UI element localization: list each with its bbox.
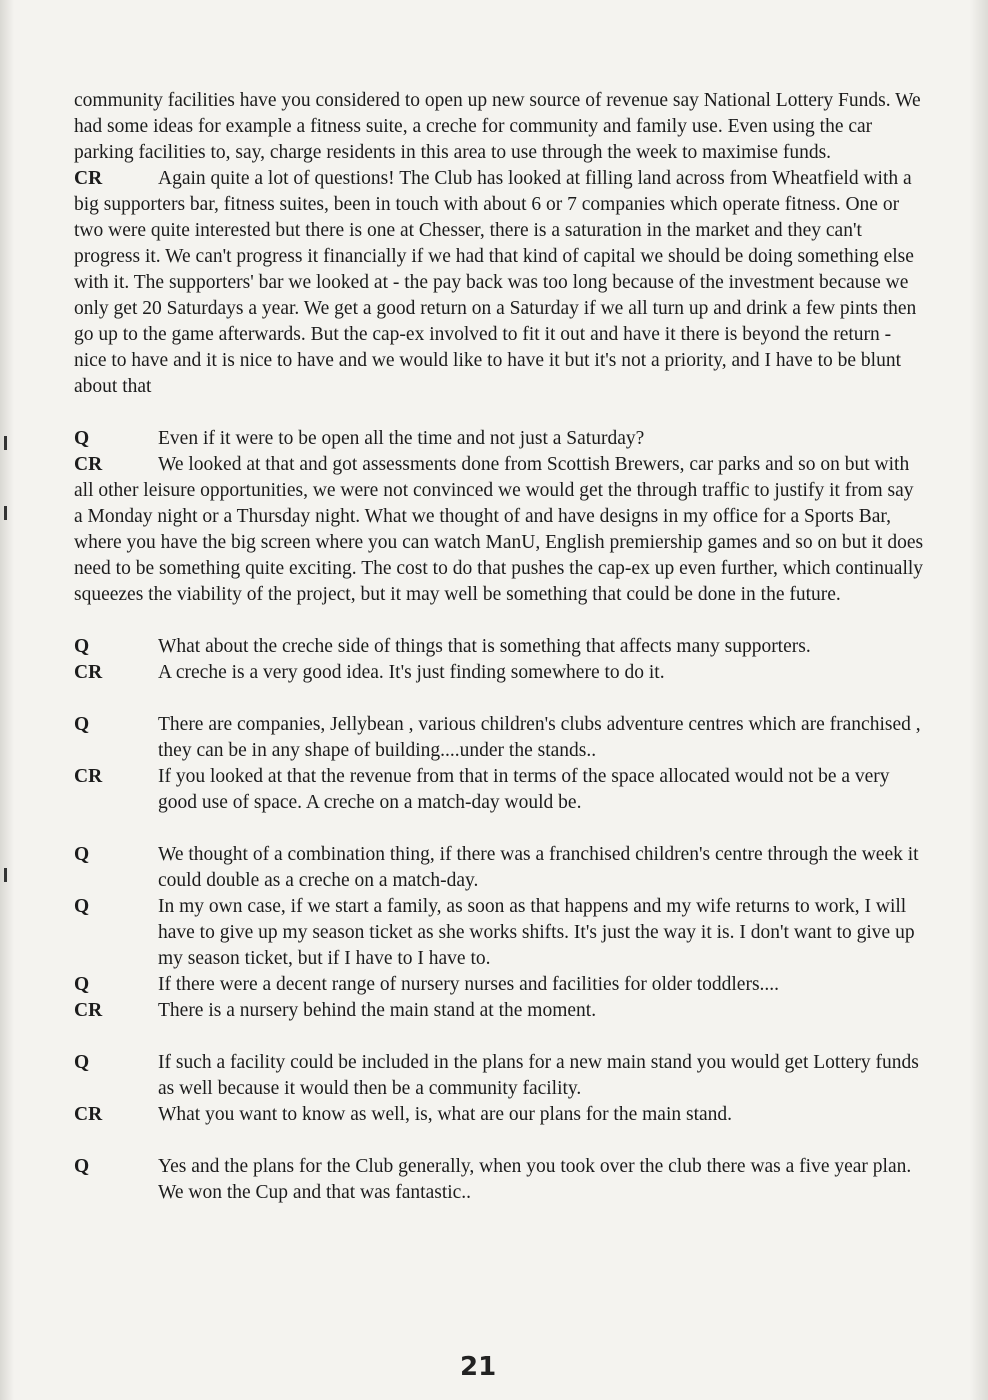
dialogue-entry <box>74 764 924 816</box>
dialogue-entry <box>74 452 924 608</box>
document-body <box>74 88 924 1206</box>
dialogue-entry <box>74 972 924 998</box>
speaker-label: Q <box>74 1052 90 1073</box>
dialogue-text: Yes and the plans for the Club generally, when you took over the club there was a five year plan. We won the Cup and that was fantastic.. <box>158 1156 912 1203</box>
dialogue-entry <box>74 1102 924 1128</box>
dialogue-entry <box>74 998 924 1024</box>
speaker-label: CR <box>74 1000 103 1021</box>
speaker-label: CR <box>74 168 103 189</box>
dialogue-text: A creche is a very good idea. It's just finding somewhere to do it. <box>158 662 665 683</box>
speaker-label: CR <box>74 662 103 683</box>
dialogue-entry <box>74 842 924 894</box>
speaker-label: Q <box>74 974 90 995</box>
speaker-label: CR <box>74 766 103 787</box>
dialogue-entry <box>74 166 924 400</box>
dialogue-entry <box>74 1154 924 1206</box>
speaker-label: Q <box>74 1156 90 1177</box>
dialogue-text: We looked at that and got assessments done from Scottish Brewers, car parks and so on but with all other leisure opportunities, we were not convinced we would get the through traffic to justify it from say a Monday night or a Thursday night. What we thought of and have designs in my office for a Sports Bar, where you have the big screen where you can watch ManU, English premiership games and so on but it does need to be something quite exciting. The cost to do that pushes the cap-ex up even further, which continually squeezes the viability of the project, but it may well be something that could be done in the future. <box>74 454 924 605</box>
speaker-label: Q <box>74 896 90 917</box>
paragraph: community facilities have you considered to open up new source of revenue say National Lottery Funds. We had some ideas for example a fitness suite, a creche for community and family use. Even using the car parking facilities to, say, charge residents in this area to use through the week to maximise funds. <box>74 90 921 163</box>
dialogue-entry <box>74 712 924 764</box>
dialogue-text: If there were a decent range of nursery nurses and facilities for older toddlers.... <box>158 974 780 995</box>
dialogue-entry <box>74 634 924 660</box>
speaker-label: Q <box>74 636 90 657</box>
speaker-label: Q <box>74 714 90 735</box>
page-binding-edge <box>0 0 14 1400</box>
dialogue-entry <box>74 1050 924 1102</box>
binding-mark <box>4 506 7 520</box>
page-number: 21 <box>460 1352 497 1382</box>
dialogue-text: Even if it were to be open all the time and not just a Saturday? <box>158 428 645 449</box>
dialogue-text: If such a facility could be included in the plans for a new main stand you would get Lottery funds as well because it would then be a community facility. <box>158 1052 919 1099</box>
binding-mark <box>4 436 7 450</box>
dialogue-text: What you want to know as well, is, what are our plans for the main stand. <box>158 1104 733 1125</box>
dialogue-text: If you looked at that the revenue from that in terms of the space allocated would not be a very good use of space. A creche on a match-day would be. <box>158 766 890 813</box>
page-right-edge <box>970 0 988 1400</box>
dialogue-text: There are companies, Jellybean , various children's clubs adventure centres which are franchised , they can be in any shape of building....under the stands.. <box>158 714 921 761</box>
speaker-label: Q <box>74 844 90 865</box>
dialogue-entry <box>74 894 924 972</box>
dialogue-text: There is a nursery behind the main stand at the moment. <box>158 1000 597 1021</box>
dialogue-text: We thought of a combination thing, if there was a franchised children's centre through the week it could double as a creche on a match-day. <box>158 844 919 891</box>
dialogue-text: What about the creche side of things that is something that affects many supporters. <box>158 636 811 657</box>
dialogue-text: Again quite a lot of questions! The Club has looked at filling land across from Wheatfield with a big supporters bar, fitness suites, been in touch with about 6 or 7 companies which operate fitness. One or two were quite interested but there is one at Chesser, there is a saturation in the market and they can't progress it. We can't progress it financially if we had that kind of capital we should be doing something else with it. The supporters' bar we looked at - the pay back was too long because of the investment because we only get 20 Saturdays a year. We get a good return on a Saturday if we all turn up and drink a few pints then go up to the game afterwards. But the cap-ex involved to fit it out and have it there is beyond the return - nice to have and it is nice to have and we would like to have it but it's not a priority, and I have to be blunt about that <box>74 168 917 397</box>
speaker-label: CR <box>74 454 103 475</box>
dialogue-text: In my own case, if we start a family, as soon as that happens and my wife returns to work, I will have to give up my season ticket as she works shifts. It's just the way it is. I don't want to give up my season ticket, but if I have to I have to. <box>158 896 915 969</box>
speaker-label: CR <box>74 1104 103 1125</box>
dialogue-entry <box>74 426 924 452</box>
binding-mark <box>4 868 7 882</box>
speaker-label: Q <box>74 428 90 449</box>
dialogue-entry <box>74 660 924 686</box>
